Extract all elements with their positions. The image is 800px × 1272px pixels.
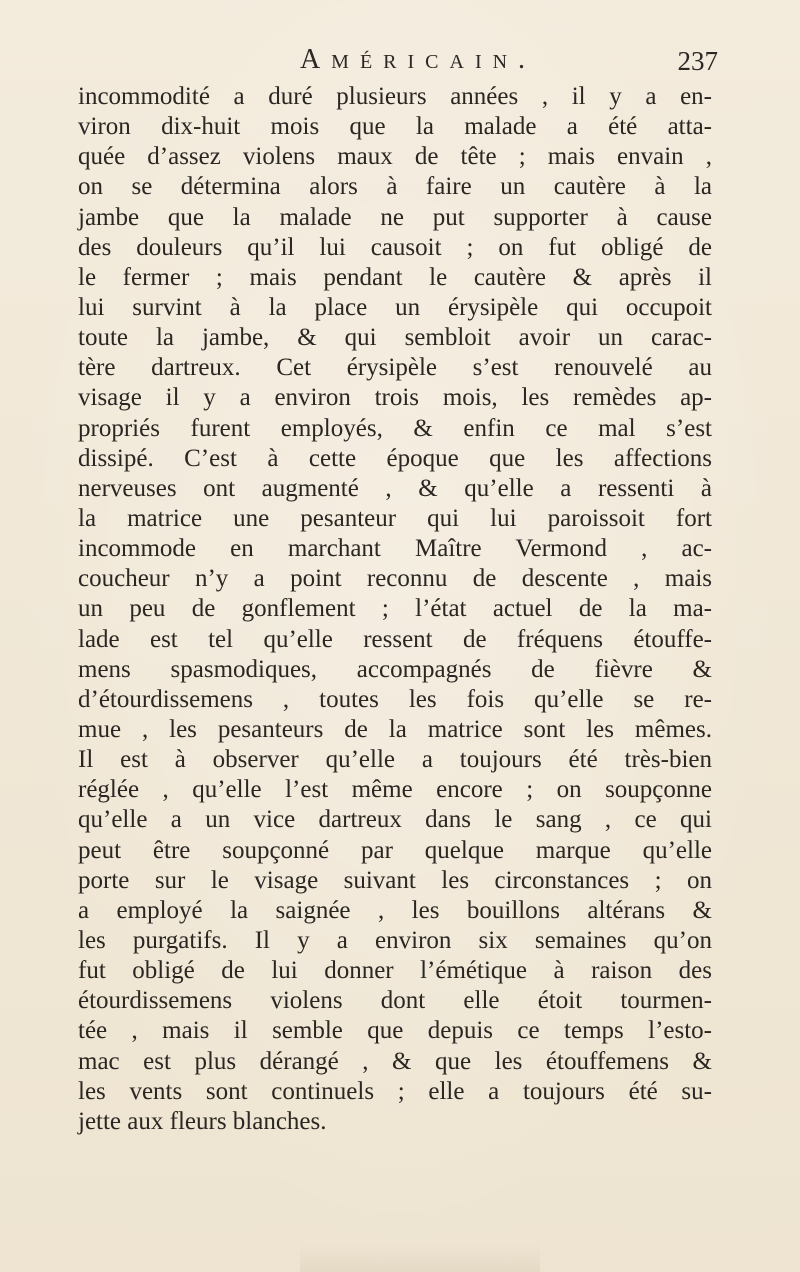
text-line: porte sur le visage suivant les circonstances ; on [78, 866, 712, 894]
text-line: toute la jambe, & qui sembloit avoir un carac- [78, 324, 712, 352]
text-line: un peu de gonflement ; l’état actuel de la ma- [78, 595, 712, 623]
text-line: visage il y a environ trois mois, les remèdes ap- [78, 384, 712, 412]
text-line: nerveuses ont augmenté , & qu’elle a ressenti à [78, 474, 712, 502]
text-line: quée d’assez violens maux de tête ; mais envain , [78, 143, 712, 171]
text-line: lui survint à la place un érysipèle qui occupoit [78, 293, 712, 321]
text-line: la matrice une pesanteur qui lui paroissoit fort [78, 504, 712, 532]
text-line: mue , les pesanteurs de la matrice sont les mêmes. [78, 715, 712, 743]
text-line: dissipé. C’est à cette époque que les affections [78, 444, 712, 472]
text-line: lade est tel qu’elle ressent de fréquens étouffe- [78, 625, 712, 653]
text-line: tée , mais il semble que depuis ce temps l’esto- [78, 1017, 712, 1045]
text-line: étourdissemens violens dont elle étoit tourmen- [78, 987, 712, 1015]
text-line: viron dix-huit mois que la malade a été atta- [78, 113, 712, 141]
text-line: d’étourdissemens , toutes les fois qu’elle se re- [78, 685, 712, 713]
text-line: on se détermina alors à faire un cautère à la [78, 173, 712, 201]
page-header [78, 44, 718, 84]
text-line: mac est plus dérangé , & que les étouffemens & [78, 1047, 712, 1075]
text-line: tère dartreux. Cet érysipèle s’est renouvelé au [78, 354, 712, 382]
body-text [78, 82, 712, 1137]
text-line: propriés furent employés, & enfin ce mal s’est [78, 414, 712, 442]
text-line: mens spasmodiques, accompagnés de fièvre & [78, 655, 712, 683]
text-line: peut être soupçonné par quelque marque qu’elle [78, 836, 712, 864]
text-line: coucheur n’y a point reconnu de descente , mais [78, 565, 712, 593]
page-number: 237 [677, 46, 718, 76]
text-line: incommodité a duré plusieurs années , il y a en- [78, 83, 712, 110]
text-line: jambe que la malade ne put supporter à cause [78, 203, 712, 231]
text-line: réglée , qu’elle l’est même encore ; on soupçonne [78, 776, 712, 804]
text-line: a employé la saignée , les bouillons altérans & [78, 896, 712, 924]
running-head: Américain. [299, 44, 537, 75]
text-line: les purgatifs. Il y a environ six semaines qu’on [78, 926, 712, 954]
text-line: des douleurs qu’il lui causoit ; on fut obligé de [78, 233, 712, 261]
text-line: qu’elle a un vice dartreux dans le sang , ce qui [78, 806, 712, 834]
text-line: incommode en marchant Maître Vermond , ac- [78, 535, 712, 563]
text-line: Il est à observer qu’elle a toujours été très-bien [78, 746, 712, 774]
text-line: le fermer ; mais pendant le cautère & après il [78, 263, 712, 291]
page-fold-shadow [300, 1242, 540, 1272]
text-line: jette aux fleurs blanches. [78, 1107, 327, 1135]
text-line: les vents sont continuels ; elle a toujours été su- [78, 1077, 712, 1105]
text-line: fut obligé de lui donner l’émétique à raison des [78, 957, 712, 985]
